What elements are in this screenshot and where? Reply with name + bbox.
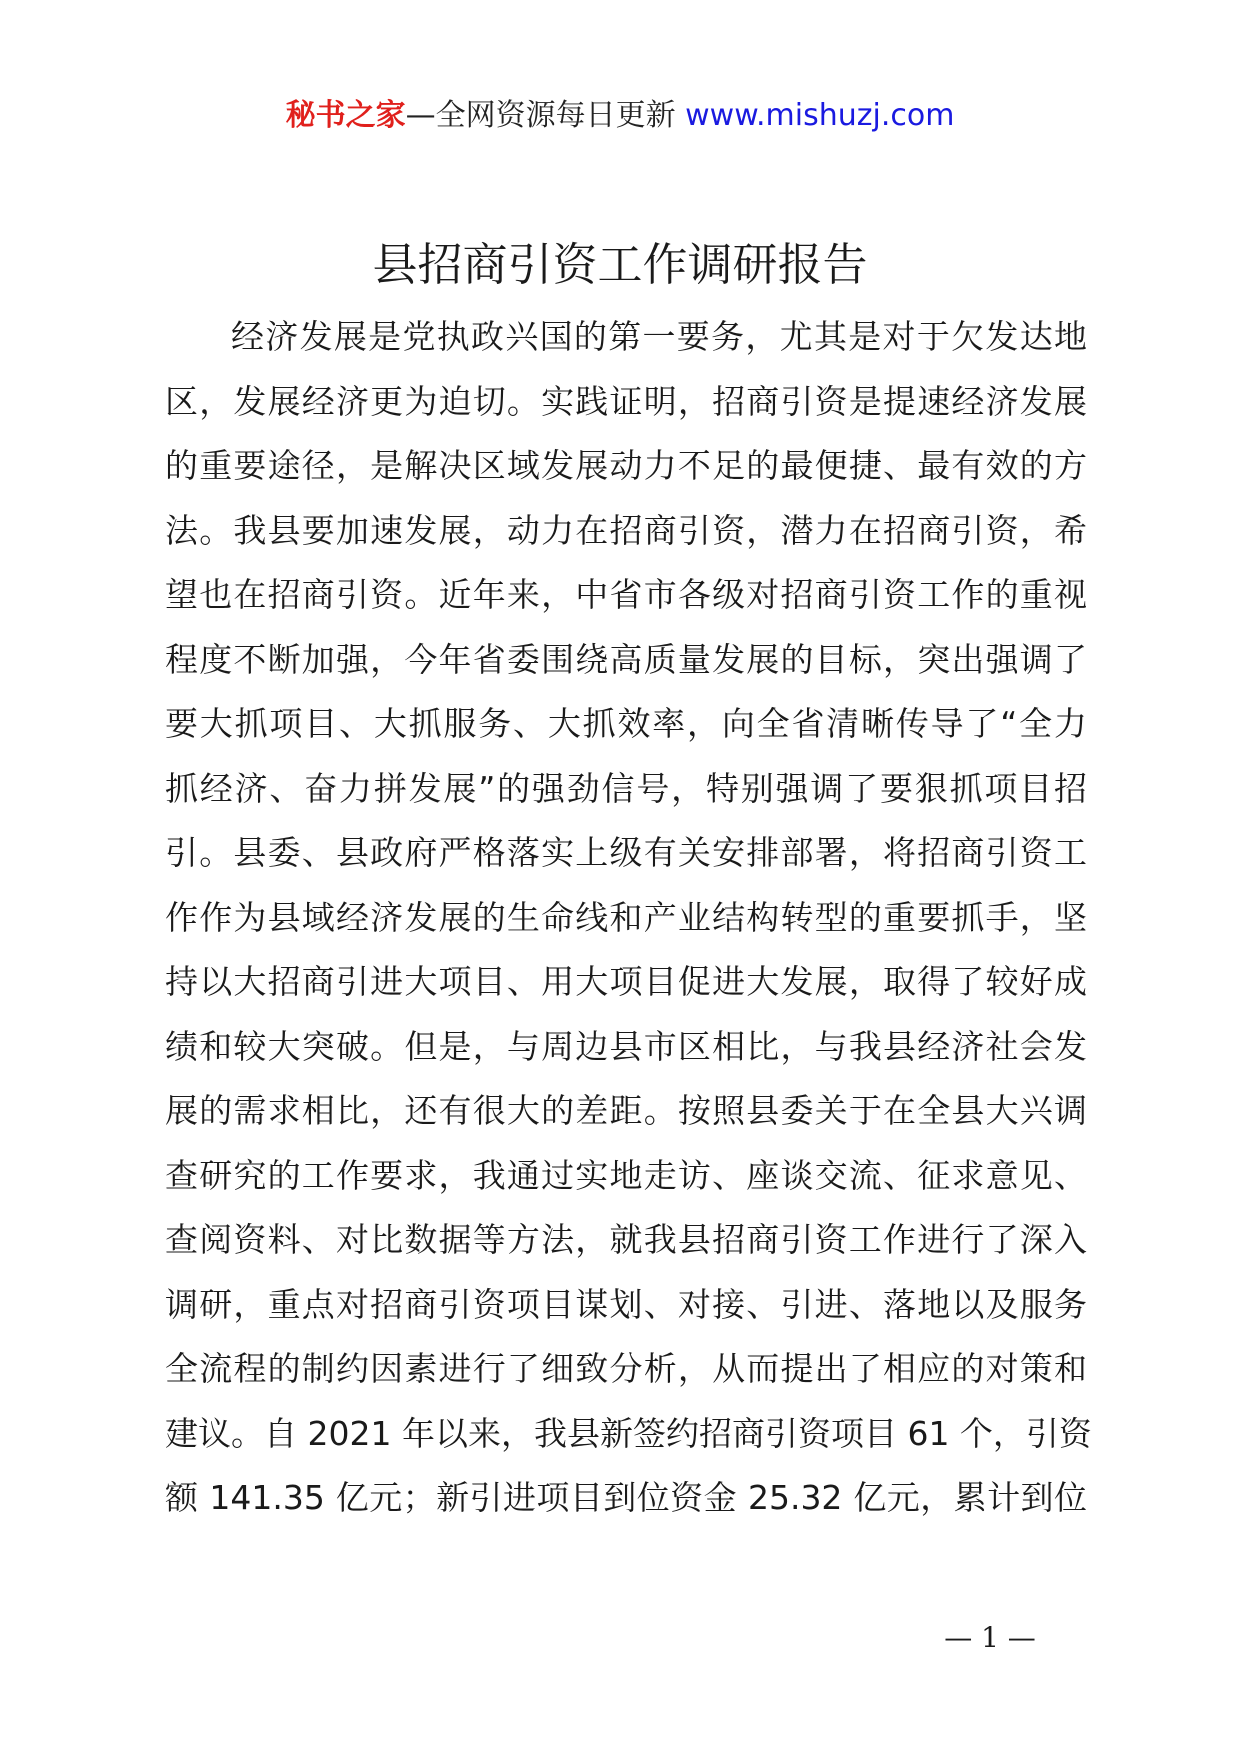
body-line: 调研，重点对招商引资项目谋划、对接、引进、落地以及服务 bbox=[165, 1284, 1087, 1324]
brand-name: 秘书之家 bbox=[285, 98, 406, 133]
body-line: 经济发展是党执政兴国的第一要务，尤其是对于欠发达地 bbox=[231, 317, 1087, 356]
body-line: 查阅资料、对比数据等方法，就我县招商引资工作进行了深入 bbox=[165, 1220, 1087, 1259]
body-line: 望也在招商引资。近年来，中省市各级对招商引资工作的重视 bbox=[165, 575, 1087, 614]
body-line: 额 141.35 亿元；新引进项目到位资金 25.32 亿元，累计到位 bbox=[165, 1478, 1087, 1517]
body-line: 引。县委、县政府严格落实上级有关安排部署，将招商引资工 bbox=[165, 833, 1087, 872]
site-url-link[interactable]: www.mishuzj.com bbox=[685, 98, 955, 133]
body-line: 展的需求相比，还有很大的差距。按照县委关于在全县大兴调 bbox=[165, 1091, 1087, 1130]
body-line: 全流程的制约因素进行了细致分析，从而提出了相应的对策和 bbox=[165, 1349, 1087, 1388]
body-line: 程度不断加强，今年省委围绕高质量发展的目标，突出强调了 bbox=[165, 639, 1087, 679]
body-line: 要大抓项目、大抓服务、大抓效率，向全省清晰传导了“全力 bbox=[165, 704, 1087, 743]
body-line: 持以大招商引进大项目、用大项目促进大发展，取得了较好成 bbox=[165, 962, 1087, 1001]
body-line: 查研究的工作要求，我通过实地走访、座谈交流、征求意见、 bbox=[165, 1155, 1087, 1195]
body-line: 作作为县域经济发展的生命线和产业结构转型的重要抓手，坚 bbox=[165, 897, 1087, 937]
body-line: 区，发展经济更为迫切。实践证明，招商引资是提速经济发展 bbox=[165, 381, 1087, 421]
page-number: — 1 — bbox=[944, 1621, 1036, 1654]
body-line: 建议。自 2021 年以来，我县新签约招商引资项目 61 个，引资 bbox=[165, 1413, 1092, 1453]
header-tagline: —全网资源每日更新 bbox=[405, 98, 686, 133]
document-body bbox=[165, 305, 1092, 1531]
body-line: 绩和较大突破。但是，与周边县市区相比，与我县经济社会发 bbox=[165, 1026, 1087, 1066]
body-line: 抓经济、奋力拼发展”的强劲信号，特别强调了要狠抓项目招 bbox=[165, 768, 1087, 808]
body-line: 法。我县要加速发展，动力在招商引资，潜力在招商引资，希 bbox=[165, 510, 1087, 550]
document-title: 县招商引资工作调研报告 bbox=[372, 238, 868, 291]
body-line: 的重要途径，是解决区域发展动力不足的最便捷、最有效的方 bbox=[165, 446, 1087, 485]
site-header bbox=[0, 96, 1240, 136]
